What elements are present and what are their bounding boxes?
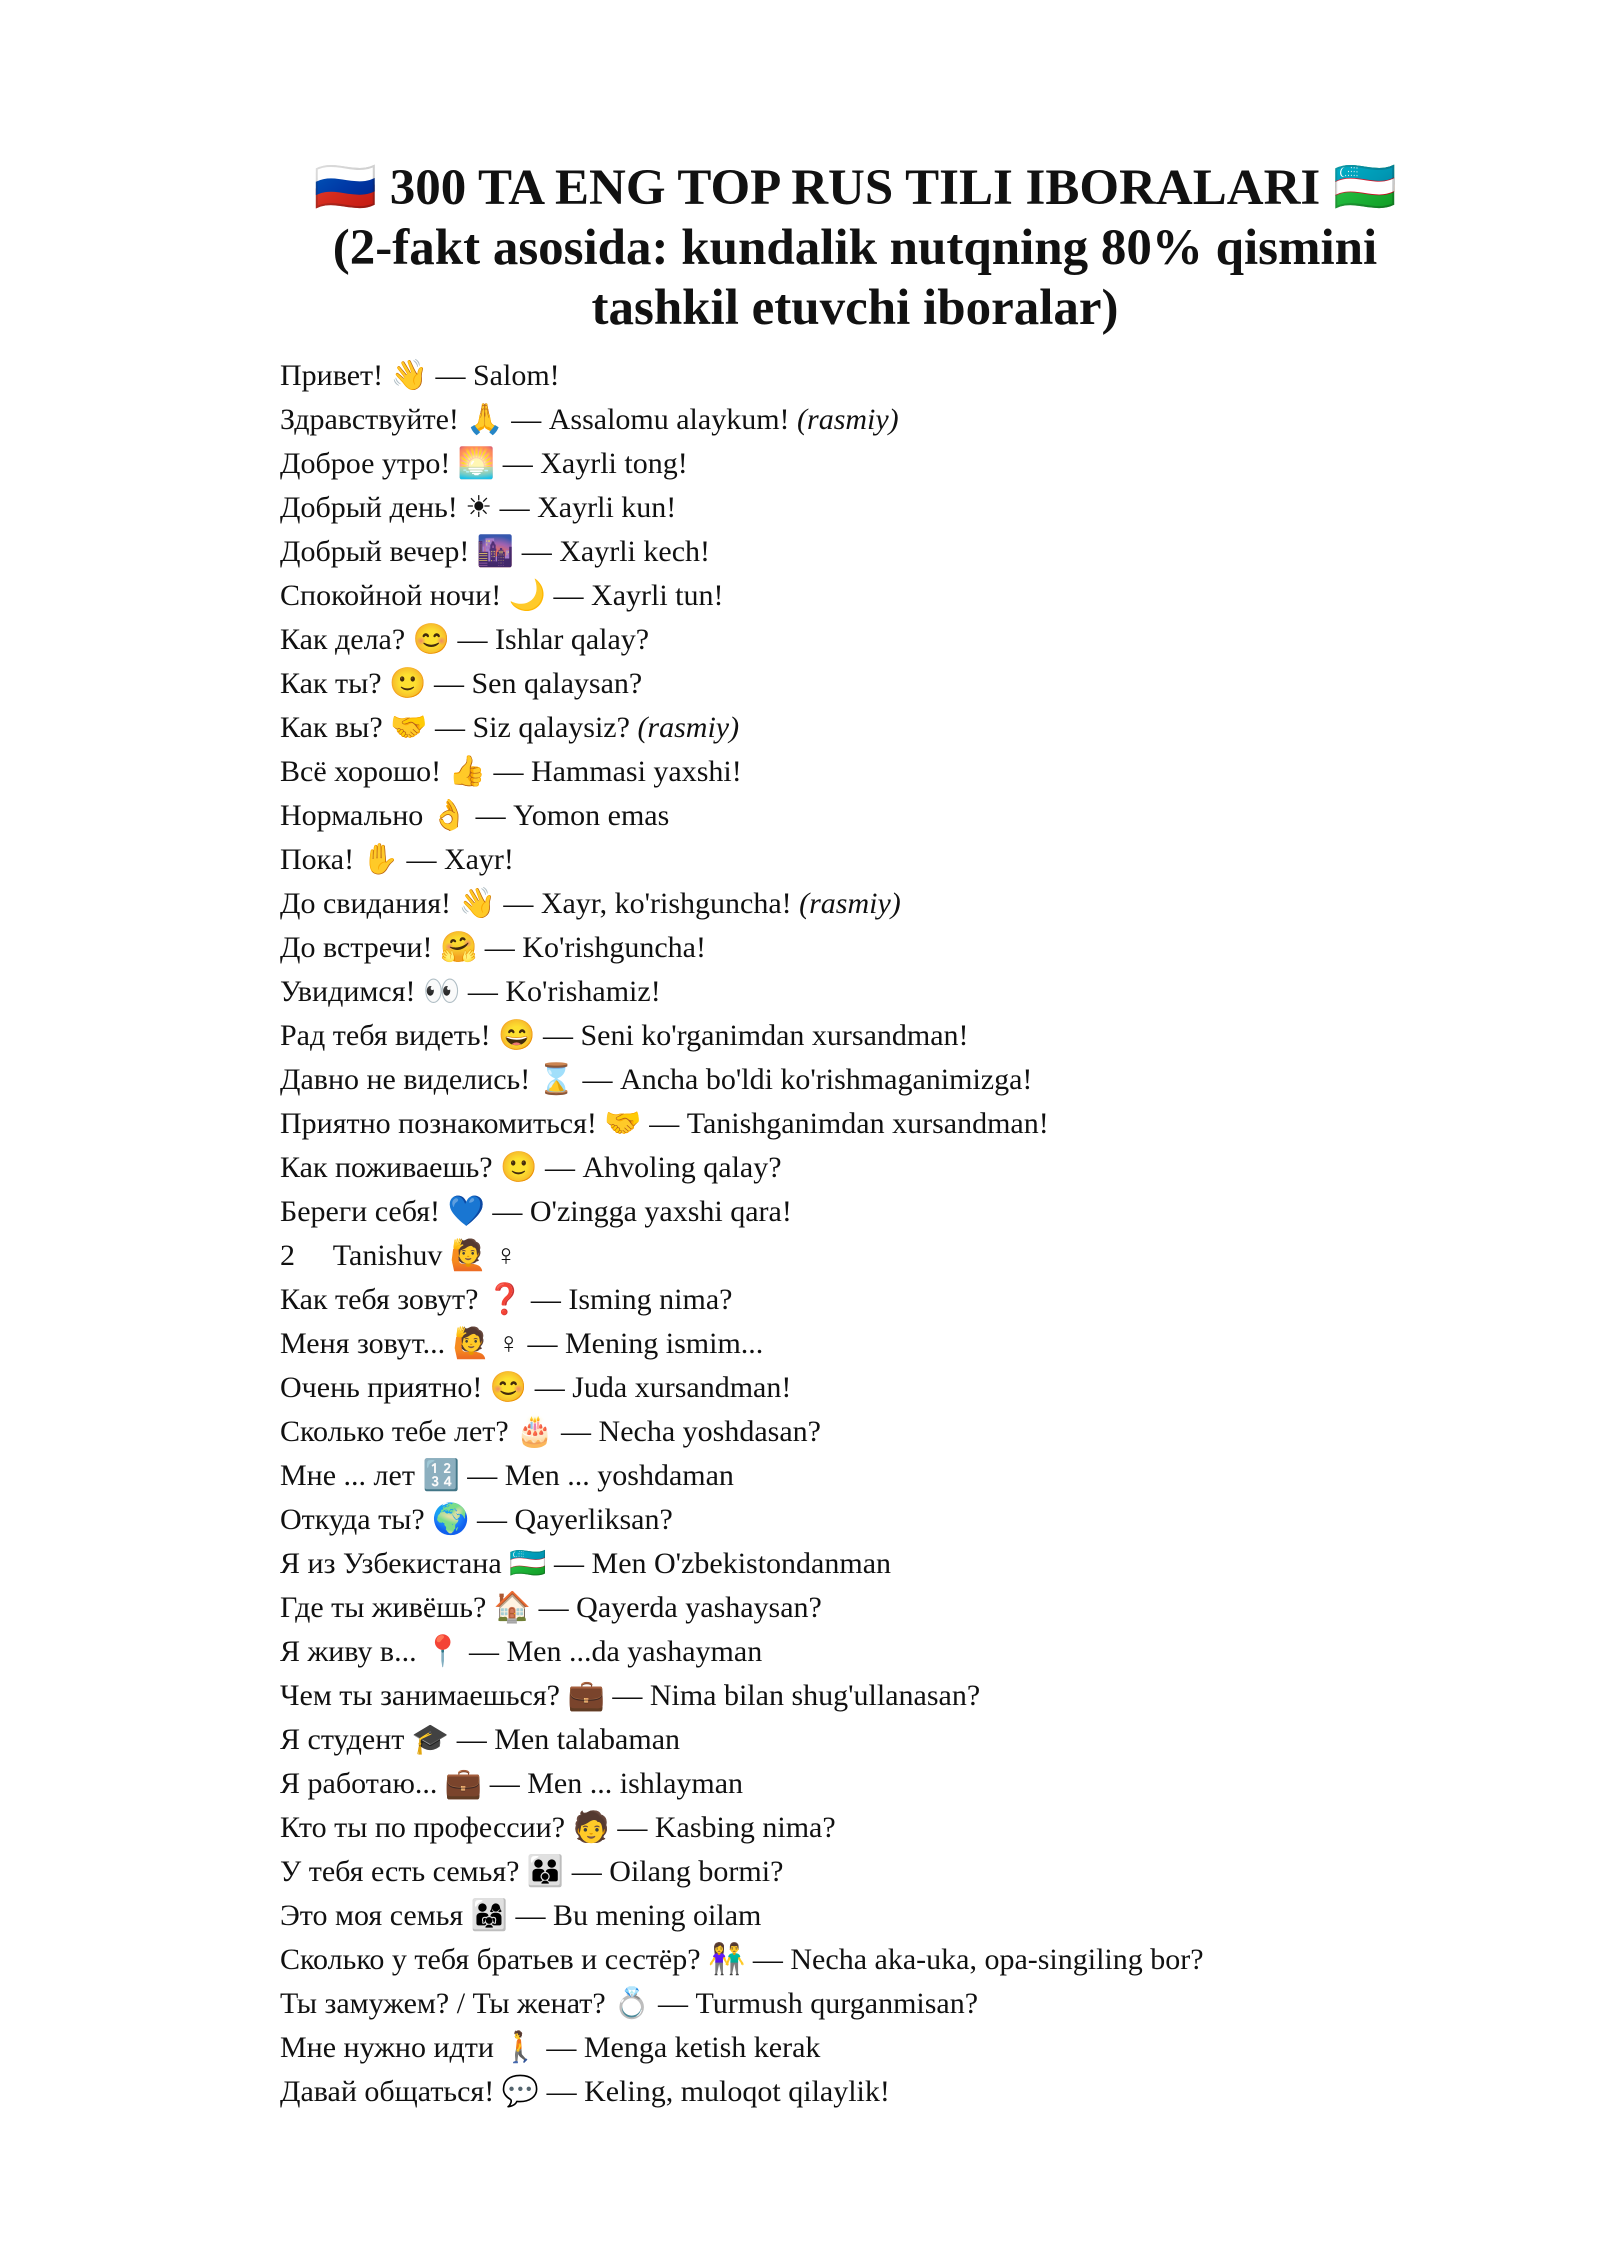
phrase-line	[280, 838, 1480, 882]
phrase-text: Добрый вечер! 🌆 — Xayrli kech!	[280, 535, 711, 568]
phrase-text: Очень приятно! 😊 — Juda xursandman!	[280, 1371, 792, 1404]
phrase-text: Здравствуйте! 🙏 — Assalomu alaykum!	[280, 403, 798, 436]
phrase-text: Где ты живёшь? 🏠 — Qayerda yashaysan?	[280, 1591, 822, 1624]
phrase-text: Меня зовут... 🙋 ♀ — Mening ismim...	[280, 1327, 764, 1360]
title-line-1: 🇷🇺 300 TA ENG TOP RUS TILI IBORALARI 🇺🇿	[313, 160, 1397, 216]
phrase-text: Я работаю... 💼 — Men ... ishlayman	[280, 1767, 744, 1800]
phrase-text: Как тебя зовут? ❓ — Isming nima?	[280, 1283, 733, 1316]
phrase-line	[280, 1146, 1480, 1190]
phrase-line	[280, 1806, 1480, 1850]
phrase-text: Откуда ты? 🌍 — Qayerliksan?	[280, 1503, 673, 1536]
phrase-line	[280, 1630, 1480, 1674]
phrase-text: Мне нужно идти 🚶 — Menga ketish kerak	[280, 2031, 821, 2064]
phrase-line	[280, 1718, 1480, 1762]
phrase-line	[280, 1982, 1480, 2026]
phrase-line	[280, 1762, 1480, 1806]
phrase-note: (rasmiy)	[637, 711, 740, 744]
phrase-text: Увидимся! 👀 — Ko'rishamiz!	[280, 975, 661, 1008]
phrase-text: Кто ты по профессии? 🧑 — Kasbing nima?	[280, 1811, 836, 1844]
phrase-line	[280, 530, 1480, 574]
phrase-line	[280, 398, 1480, 442]
phrase-text: Спокойной ночи! 🌙 — Xayrli tun!	[280, 579, 724, 612]
phrase-line	[280, 1894, 1480, 1938]
phrase-line	[280, 1366, 1480, 1410]
phrase-line	[280, 1058, 1480, 1102]
phrase-text: Как вы? 🤝 — Siz qalaysiz?	[280, 711, 638, 744]
phrase-line	[280, 1498, 1480, 1542]
title-line-2: (2-fakt asosida: kundalik nutqning 80% qismini	[332, 220, 1378, 276]
phrase-text: Я из Узбекистана 🇺🇿 — Men O'zbekistondanman	[280, 1547, 892, 1580]
phrase-line	[280, 618, 1480, 662]
phrase-line	[280, 1938, 1480, 1982]
phrase-line	[280, 2026, 1480, 2070]
phrase-text: Как дела? 😊 — Ishlar qalay?	[280, 623, 650, 656]
phrase-line	[280, 706, 1480, 750]
phrase-line	[280, 1322, 1480, 1366]
phrase-text: Как ты? 🙂 — Sen qalaysan?	[280, 667, 643, 700]
phrase-text: Ты замужем? / Ты женат? 💍 — Turmush qurganmisan?	[280, 1987, 979, 2020]
document-title	[240, 158, 1470, 338]
phrase-line	[280, 1674, 1480, 1718]
phrase-text: До свидания! 👋 — Xayr, ko'rishguncha!	[280, 887, 800, 920]
phrase-text: Привет! 👋 — Salom!	[280, 359, 560, 392]
phrase-text: Всё хорошо! 👍 — Hammasi yaxshi!	[280, 755, 742, 788]
phrase-text: Я студент 🎓 — Men talabaman	[280, 1723, 681, 1756]
phrase-line	[280, 1410, 1480, 1454]
phrase-line	[280, 750, 1480, 794]
phrase-text: Добрый день! ☀ — Xayrli kun!	[280, 491, 677, 524]
phrase-text: Приятно познакомиться! 🤝 — Tanishganimdan xursandman!	[280, 1107, 1049, 1140]
phrase-line	[280, 442, 1480, 486]
phrase-text: Сколько у тебя братьев и сестёр? 👫 — Necha aka-uka, opa-singiling bor?	[280, 1943, 1204, 1976]
phrase-line	[280, 926, 1480, 970]
phrase-line	[280, 1542, 1480, 1586]
phrase-text: До встречи! 🤗 — Ko'rishguncha!	[280, 931, 706, 964]
phrase-line	[280, 574, 1480, 618]
phrase-line	[280, 486, 1480, 530]
phrase-text: Сколько тебе лет? 🎂 — Necha yoshdasan?	[280, 1415, 821, 1448]
title-line-3: tashkil etuvchi iboralar)	[591, 280, 1119, 336]
phrase-note: (rasmiy)	[799, 887, 901, 920]
phrase-text: Чем ты занимаешься? 💼 — Nima bilan shug'ullanasan?	[280, 1679, 981, 1712]
phrase-text: Мне ... лет 🔢 — Men ... yoshdaman	[280, 1459, 734, 1492]
phrase-line	[280, 882, 1480, 926]
phrase-text: Рад тебя видеть! 😄 — Seni ko'rganimdan xursandman!	[280, 1019, 969, 1052]
phrase-text: Давай общаться! 💬 — Keling, muloqot qilaylik!	[280, 2075, 890, 2108]
phrase-line	[280, 2070, 1480, 2114]
phrase-line	[280, 1234, 1480, 1278]
phrase-line	[280, 794, 1480, 838]
phrase-list	[280, 354, 1480, 2114]
phrase-text: 2 ⃣ Tanishuv 🙋 ♀	[280, 1239, 518, 1272]
phrase-text: Давно не виделись! ⌛ — Ancha bo'ldi ko'rishmaganimizga!	[280, 1063, 1033, 1096]
phrase-line	[280, 1190, 1480, 1234]
phrase-line	[280, 1586, 1480, 1630]
phrase-text: Пока! ✋ — Xayr!	[280, 843, 514, 876]
phrase-text: Нормально 👌 — Yomon emas	[280, 799, 670, 832]
phrase-line	[280, 1278, 1480, 1322]
phrase-text: Доброе утро! 🌅 — Xayrli tong!	[280, 447, 688, 480]
phrase-line	[280, 1850, 1480, 1894]
phrase-text: Это моя семья 👨‍👩‍👧 — Bu mening oilam	[280, 1899, 762, 1932]
phrase-line	[280, 1102, 1480, 1146]
phrase-note: (rasmiy)	[797, 403, 899, 436]
phrase-text: Береги себя! 💙 — O'zingga yaxshi qara!	[280, 1195, 792, 1228]
phrase-line	[280, 1454, 1480, 1498]
phrase-text: Я живу в... 📍 — Men ...da yashayman	[280, 1635, 763, 1668]
phrase-line	[280, 1014, 1480, 1058]
phrase-line	[280, 354, 1480, 398]
phrase-line	[280, 970, 1480, 1014]
phrase-line	[280, 662, 1480, 706]
phrase-text: У тебя есть семья? 👪 — Oilang bormi?	[280, 1855, 784, 1888]
phrase-text: Как поживаешь? 🙂 — Ahvoling qalay?	[280, 1151, 782, 1184]
